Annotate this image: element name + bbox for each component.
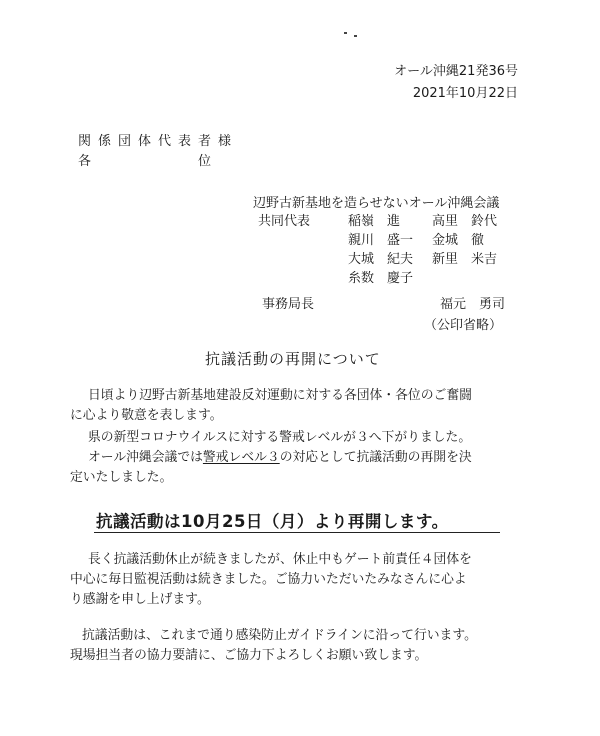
paragraph-3-line-1 bbox=[88, 448, 472, 468]
secretary-general-name: 福元 勇司 bbox=[440, 297, 506, 312]
document-title: 抗議活動の再開について bbox=[205, 350, 381, 368]
representative-name: 金城 徹 bbox=[432, 233, 485, 248]
co-representative-label: 共同代表 bbox=[258, 214, 311, 229]
representative-name: 高里 鈴代 bbox=[432, 214, 498, 229]
addressee-line2-a: 各 bbox=[78, 154, 92, 169]
paragraph-5-line-2: 現場担当者の協力要請に、ご協力下よろしくお願い致します。 bbox=[70, 648, 428, 663]
document-number: オール沖縄21発36号 bbox=[394, 64, 518, 79]
secretary-general-label: 事務局長 bbox=[262, 297, 315, 312]
official-seal-omitted-note: （公印省略） bbox=[424, 318, 503, 333]
paragraph-1-line-2: に心より敬意を表します。 bbox=[70, 408, 223, 423]
paragraph-4-line-1: 長く抗議活動休止が続きましたが、休止中もゲート前責任４団体を bbox=[88, 552, 472, 567]
paragraph-4-line-3: り感謝を申し上げます。 bbox=[70, 592, 210, 607]
organization-name: 辺野古新基地を造らせないオール沖縄会議 bbox=[253, 196, 500, 211]
scan-speck bbox=[344, 32, 358, 38]
paragraph-5-line-1: 抗議活動は、これまで通り感染防止ガイドラインに沿って行います。 bbox=[82, 628, 477, 643]
representative-name: 稲嶺 進 bbox=[348, 214, 401, 229]
paragraph-3-line-2: 定いたしました。 bbox=[70, 470, 173, 485]
representative-name: 糸数 慶子 bbox=[348, 271, 414, 286]
paragraph-3-text-c: の対応として抗議活動の再開を決 bbox=[279, 450, 472, 465]
paragraph-4-line-2: 中心に毎日監視活動は続きました。ご協力いただいたみなさんに心よ bbox=[70, 572, 467, 587]
paragraph-1-line-1: 日頃より辺野古新基地建設反対運動に対する各団体・各位のご奮闘 bbox=[88, 388, 472, 403]
addressee-line1: 関係団体代表者様 bbox=[78, 134, 239, 149]
document-date: 2021年10月22日 bbox=[412, 86, 518, 101]
paragraph-2-line-1: 県の新型コロナウイルスに対する警戒レベルが３へ下がりました。 bbox=[88, 430, 472, 445]
representative-name: 大城 紀夫 bbox=[348, 252, 414, 267]
paragraph-3-text-a: オール沖縄会議では bbox=[88, 450, 203, 465]
representative-name: 新里 米吉 bbox=[432, 252, 498, 267]
alert-level-underlined: 警戒レベル３ bbox=[202, 450, 280, 465]
resumption-headline: 抗議活動は10月25日（月）より再開します。 bbox=[96, 512, 449, 531]
headline-underline bbox=[94, 532, 500, 533]
addressee-line2-b: 位 bbox=[198, 154, 212, 169]
representative-name: 親川 盛一 bbox=[348, 233, 414, 248]
